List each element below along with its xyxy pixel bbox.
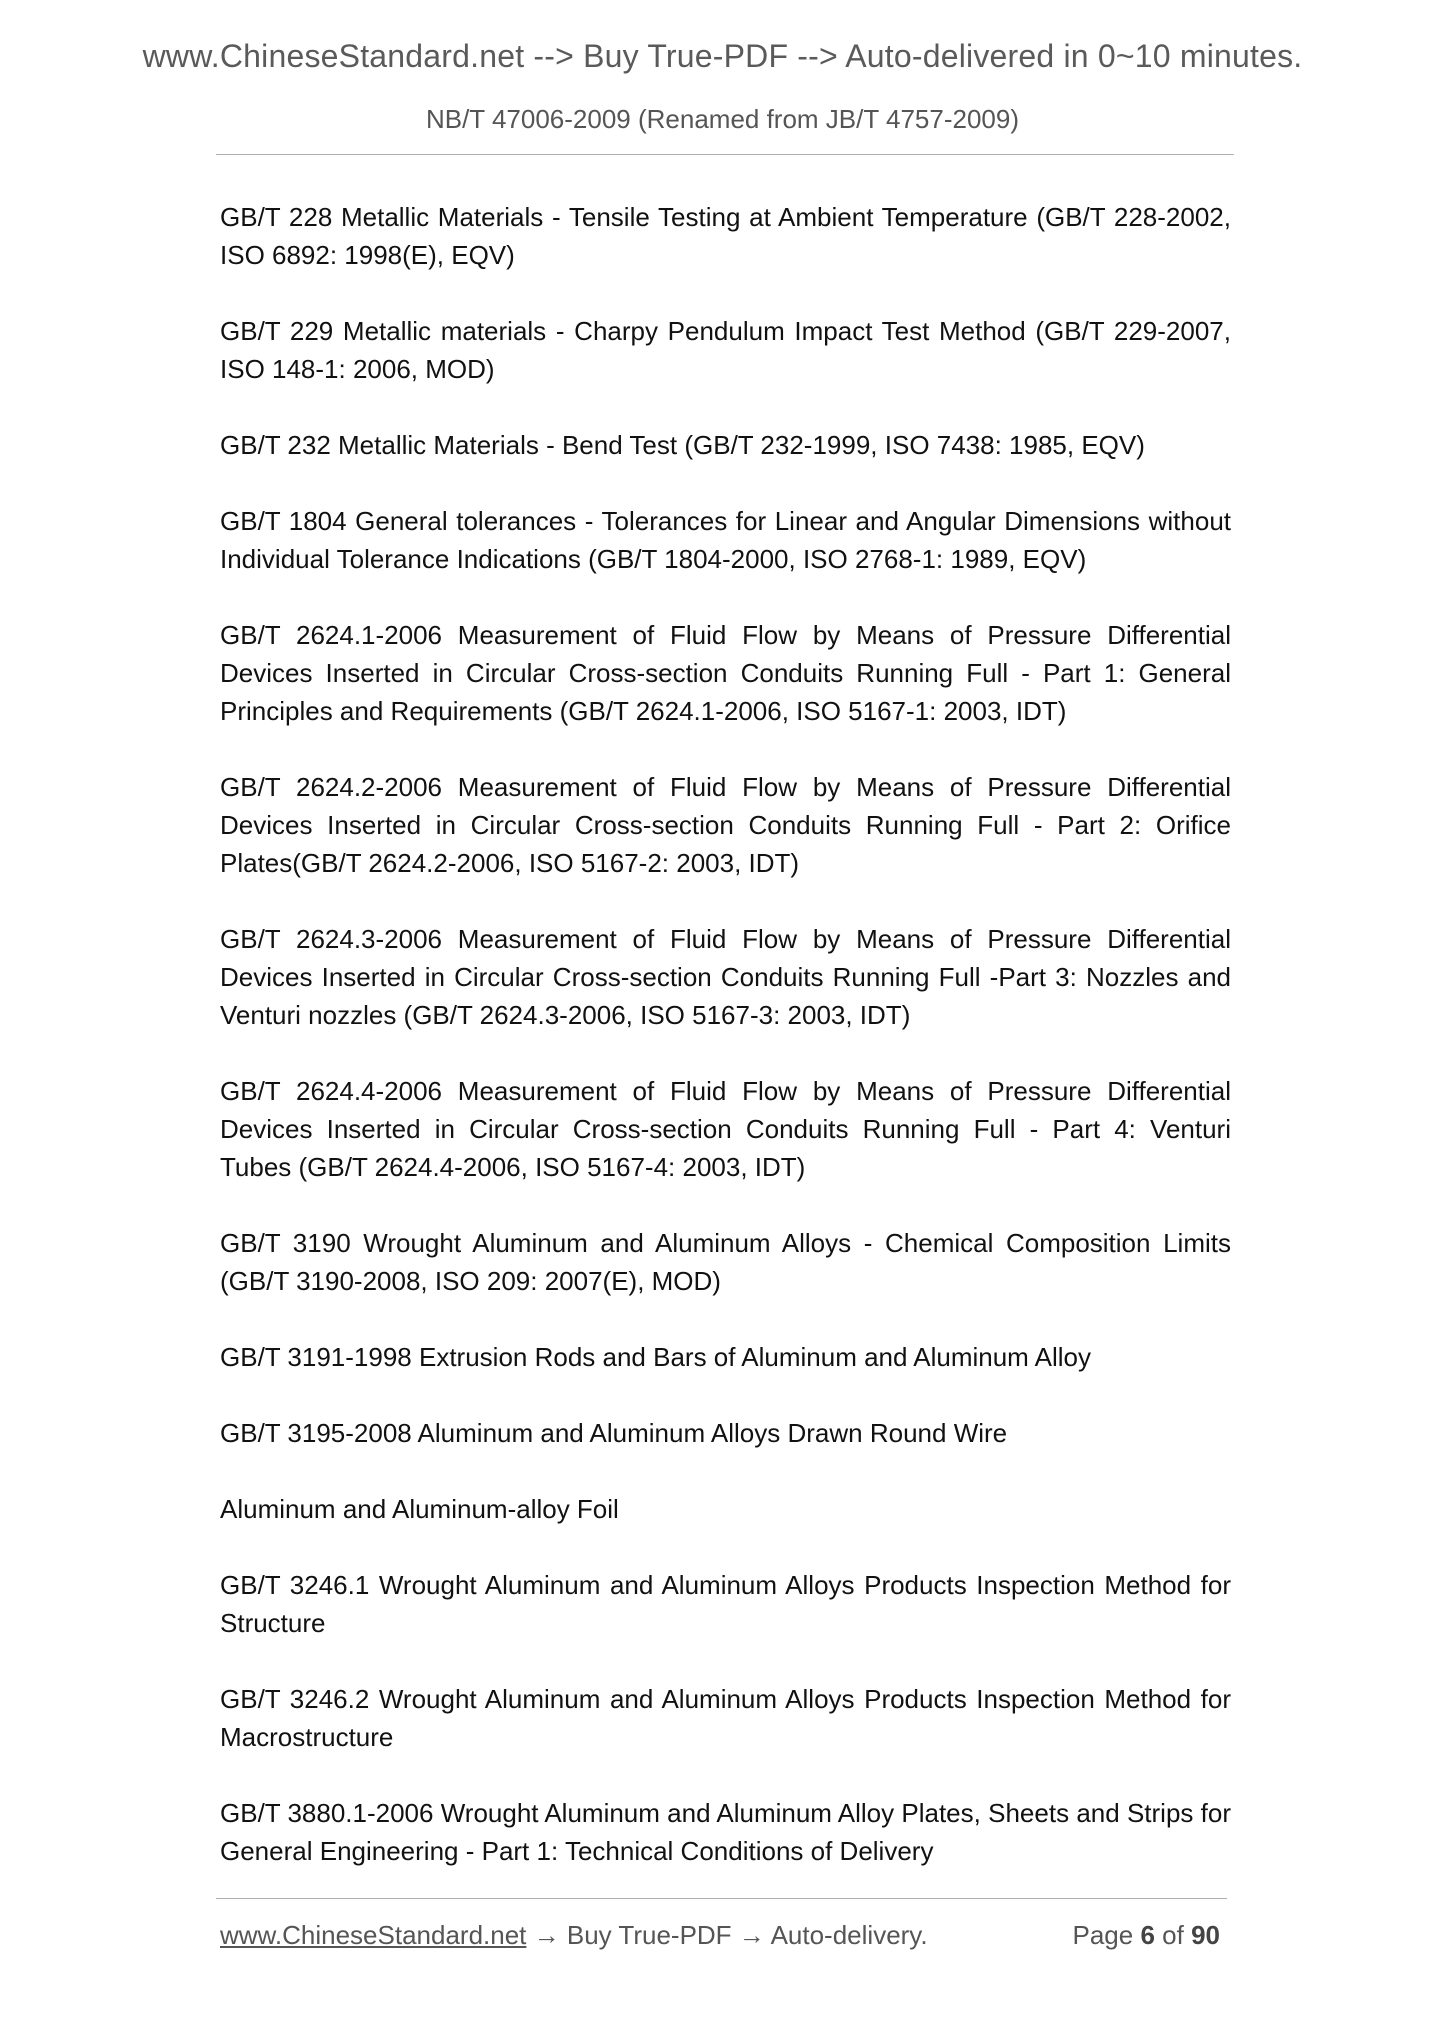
reference-item: GB/T 3195-2008 Aluminum and Aluminum Alloys Drawn Round Wire <box>220 1418 1008 1448</box>
site-banner: www.ChineseStandard.net --> Buy True-PDF --> Auto-delivered in 0~10 minutes. <box>142 38 1303 74</box>
footer-tagline: → Buy True-PDF → Auto-delivery. <box>526 1920 928 1950</box>
of-label: of <box>1162 1920 1184 1950</box>
reference-item: GB/T 2624.2-2006 Measurement of Fluid Flow by Means of Pressure Differential Devices Inserted in Circular Cross-section Conduits Running Full - Part 2: Orifice Plates(GB/T 2624.2-2006, ISO 5167-2: 2003, IDT) <box>220 772 1231 878</box>
page-indicator <box>1072 1920 1220 1951</box>
header-divider <box>216 154 1234 155</box>
reference-item: GB/T 3191-1998 Extrusion Rods and Bars of Aluminum and Aluminum Alloy <box>220 1342 1091 1372</box>
site-link[interactable]: www.ChineseStandard.net <box>220 1920 527 1950</box>
page-number: 6 <box>1140 1920 1155 1950</box>
reference-item: GB/T 3246.1 Wrought Aluminum and Aluminum Alloys Products Inspection Method for Structure <box>220 1570 1231 1638</box>
document-id: NB/T 47006-2009 (Renamed from JB/T 4757-2009) <box>425 104 1020 134</box>
reference-item: GB/T 2624.4-2006 Measurement of Fluid Flow by Means of Pressure Differential Devices Inserted in Circular Cross-section Conduits Running Full - Part 4: Venturi Tubes (GB/T 2624.4-2006, ISO 5167-4: 2003, IDT) <box>220 1076 1231 1182</box>
reference-item: Aluminum and Aluminum-alloy Foil <box>220 1494 619 1524</box>
reference-item: GB/T 229 Metallic materials - Charpy Pendulum Impact Test Method (GB/T 229-2007, ISO 148-1: 2006, MOD) <box>220 316 1231 384</box>
footer-promo <box>220 1920 928 1951</box>
reference-item: GB/T 2624.1-2006 Measurement of Fluid Flow by Means of Pressure Differential Devices Inserted in Circular Cross-section Conduits Running Full - Part 1: General Principles and Requirements (GB/T 2624.1-2006, ISO 5167-1: 2003, IDT) <box>220 620 1231 726</box>
reference-item: GB/T 3246.2 Wrought Aluminum and Aluminum Alloys Products Inspection Method for Macrostructure <box>220 1684 1231 1752</box>
normative-references <box>220 198 1231 1908</box>
page-label: Page <box>1072 1920 1134 1950</box>
reference-item: GB/T 1804 General tolerances - Tolerances for Linear and Angular Dimensions without Individual Tolerance Indications (GB/T 1804-2000, ISO 2768-1: 1989, EQV) <box>220 506 1231 574</box>
footer-divider <box>216 1898 1227 1899</box>
reference-item: GB/T 3190 Wrought Aluminum and Aluminum Alloys - Chemical Composition Limits (GB/T 3190-2008, ISO 209: 2007(E), MOD) <box>220 1228 1231 1296</box>
reference-item: GB/T 232 Metallic Materials - Bend Test (GB/T 232-1999, ISO 7438: 1985, EQV) <box>220 430 1145 460</box>
page-total: 90 <box>1191 1920 1220 1950</box>
reference-item: GB/T 3880.1-2006 Wrought Aluminum and Aluminum Alloy Plates, Sheets and Strips for General Engineering - Part 1: Technical Conditions of Delivery <box>220 1798 1231 1866</box>
reference-item: GB/T 2624.3-2006 Measurement of Fluid Flow by Means of Pressure Differential Devices Inserted in Circular Cross-section Conduits Running Full -Part 3: Nozzles and Venturi nozzles (GB/T 2624.3-2006, ISO 5167-3: 2003, IDT) <box>220 924 1231 1030</box>
reference-item: GB/T 228 Metallic Materials - Tensile Testing at Ambient Temperature (GB/T 228-2002, ISO 6892: 1998(E), EQV) <box>220 202 1231 270</box>
